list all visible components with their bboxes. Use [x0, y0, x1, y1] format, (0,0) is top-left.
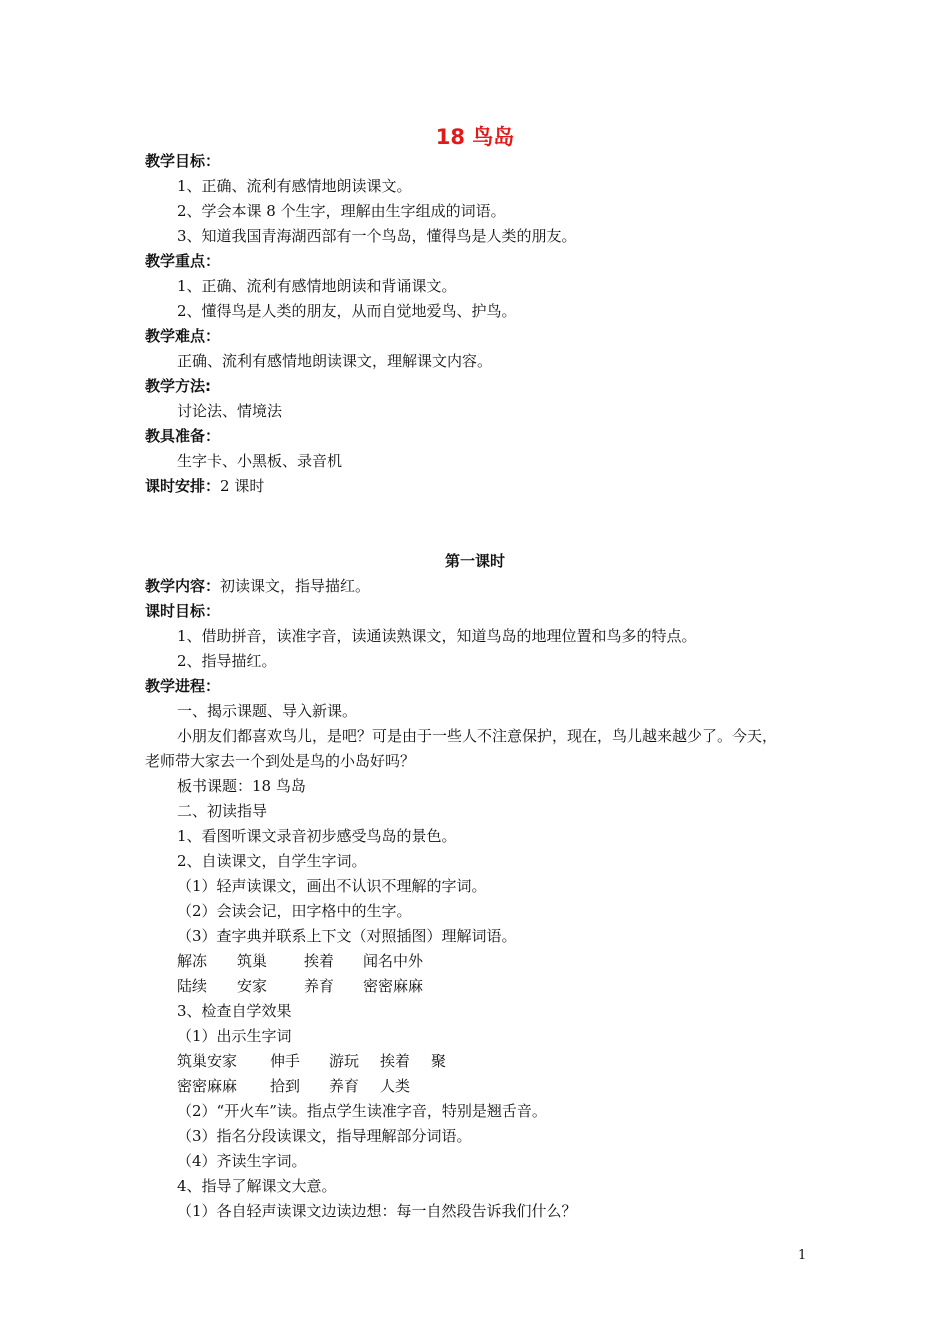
lesson1-goal-item: 2、指导描红。	[177, 652, 277, 670]
vocab-word: 陆续	[177, 977, 208, 995]
objective-item: 2、学会本课 8 个生字，理解由生字组成的词语。	[177, 202, 506, 220]
lesson1-content-line	[145, 575, 370, 597]
key-point-item: 1、正确、流利有感情地朗读和背诵课文。	[177, 277, 457, 295]
materials-text: 生字卡、小黑板、录音机	[177, 452, 343, 470]
page-number: 1	[798, 1248, 807, 1263]
methods-text: 讨论法、情境法	[177, 402, 283, 420]
objective-item: 1、正确、流利有感情地朗读课文。	[177, 177, 412, 195]
key-points-heading: 教学重点：	[145, 252, 221, 270]
process-line: （1）轻声读课文，画出不认识不理解的字词。	[177, 877, 487, 895]
vocab-word: 挨着	[380, 1052, 411, 1070]
process-line: （1）各自轻声读课文边读边想：每一自然段告诉我们什么？	[177, 1202, 577, 1220]
key-point-item: 2、懂得鸟是人类的朋友，从而自觉地爱鸟、护鸟。	[177, 302, 517, 320]
vocab-word: 安家	[237, 977, 268, 995]
process-line: （2）“开火车”读。指点学生读准字音，特别是翘舌音。	[177, 1102, 547, 1120]
vocab-word: 聚	[431, 1052, 447, 1070]
vocab-word: 伸手	[270, 1052, 301, 1070]
vocab-word: 挨着	[304, 952, 335, 970]
process-line: （2）会读会记，田字格中的生字。	[177, 902, 412, 920]
lesson1-content-value: 初读课文，指导描红。	[220, 577, 371, 595]
vocab-word: 解冻	[177, 952, 208, 970]
lesson1-process-heading: 教学进程：	[145, 677, 221, 695]
process-line: 小朋友们都喜欢鸟儿，是吧？可是由于一些人不注意保护，现在，鸟儿越来越少了。今天，	[177, 727, 778, 745]
vocab-word: 闻名中外	[363, 952, 424, 970]
process-line: （3）指名分段读课文，指导理解部分词语。	[177, 1127, 472, 1145]
difficulties-text: 正确、流利有感情地朗读课文，理解课文内容。	[177, 352, 493, 370]
process-line: （1）出示生字词	[177, 1027, 292, 1045]
process-line: 老师带大家去一个到处是鸟的小岛好吗？	[145, 752, 416, 770]
methods-heading: 教学方法:	[145, 377, 211, 395]
vocab-word: 拾到	[270, 1077, 301, 1095]
process-line: （3）查字典并联系上下文（对照插图）理解词语。	[177, 927, 517, 945]
process-line: 2、自读课文，自学生字词。	[177, 852, 367, 870]
vocab-word: 人类	[380, 1077, 411, 1095]
materials-heading: 教具准备：	[145, 427, 221, 445]
process-line: 二、初读指导	[177, 802, 268, 820]
process-line: 板书课题：18 鸟岛	[177, 777, 306, 795]
process-line: 3、检查自学效果	[177, 1002, 292, 1020]
vocab-word: 密密麻麻	[363, 977, 424, 995]
process-line: 4、指导了解课文大意。	[177, 1177, 337, 1195]
vocab-word: 养育	[329, 1077, 360, 1095]
schedule-value: 2 课时	[220, 477, 265, 495]
process-line: 1、看图听课文录音初步感受鸟岛的景色。	[177, 827, 457, 845]
difficulties-heading: 教学难点：	[145, 327, 221, 345]
lesson1-goals-heading: 课时目标：	[145, 602, 221, 620]
schedule-line	[145, 475, 264, 497]
vocab-word: 密密麻麻	[177, 1077, 238, 1095]
lesson1-title: 第一课时	[444, 552, 505, 570]
schedule-heading: 课时安排：	[145, 477, 221, 495]
lesson1-goal-item: 1、借助拼音，读准字音，读通读熟课文，知道鸟岛的地理位置和鸟多的特点。	[177, 627, 697, 645]
vocab-word: 筑巢安家	[177, 1052, 238, 1070]
vocab-word: 养育	[304, 977, 335, 995]
objectives-heading: 教学目标：	[145, 152, 221, 170]
vocab-word: 游玩	[329, 1052, 360, 1070]
document-title: 18 鸟岛	[435, 125, 515, 149]
lesson1-content-heading: 教学内容：	[145, 577, 221, 595]
vocab-word: 筑巢	[237, 952, 268, 970]
process-line: （4）齐读生字词。	[177, 1152, 307, 1170]
process-line: 一、揭示课题、导入新课。	[177, 702, 358, 720]
objective-item: 3、知道我国青海湖西部有一个鸟岛，懂得鸟是人类的朋友。	[177, 227, 577, 245]
